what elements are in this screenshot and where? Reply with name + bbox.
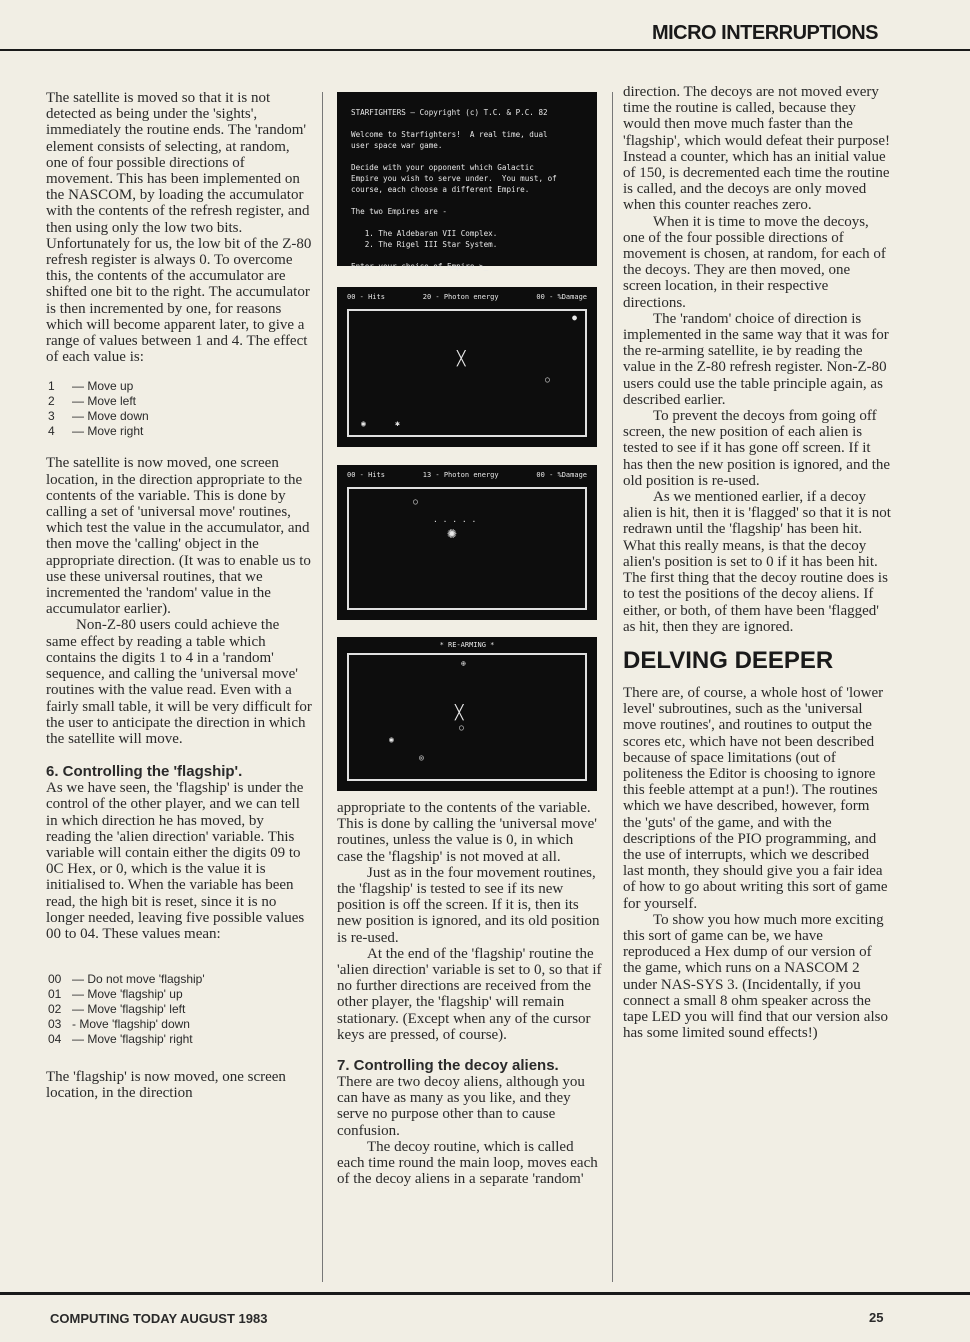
column-right	[623, 84, 891, 1041]
direction-list	[48, 379, 312, 439]
paragraph: appropriate to the contents of the variable. This is done by calling the 'universal move' routines, unless the value is 0, in which case the 'flagship' is not moved at all.	[337, 800, 597, 865]
paragraph: Non-Z-80 users could achieve the same effect by reading a table which contains the digits 1 to 4 in a 'random' sequence, and calling the 'universal move' routines with the value read. Even with a fairly small table, it will be very difficult for the user to anticipate the direction in which the satellite will move.	[46, 617, 312, 747]
subheading-flagship: 6. Controlling the 'flagship'.	[46, 763, 243, 781]
footer-rule	[0, 1292, 970, 1295]
paragraph: The decoy routine, which is called each time round the main loop, moves each of the decoy aliens in a separate 'random'	[337, 1138, 598, 1188]
hits-readout: 00 - Hits	[347, 293, 385, 301]
column-divider-left	[322, 92, 323, 1282]
screenshot-rearming-screen	[337, 637, 597, 791]
flagship-icon: ◉	[389, 735, 394, 744]
terminal-line: course, each choose a different Empire.	[351, 185, 530, 194]
alien-icon: ●	[572, 313, 577, 322]
list-item: 00 — Do not move 'flagship'	[48, 972, 205, 987]
terminal-line: Enter your choice of Empire >_	[351, 262, 489, 271]
terminal-line	[351, 118, 583, 129]
column-middle	[337, 800, 602, 1187]
page-number: 25	[869, 1310, 884, 1325]
paragraph: The 'random' choice of direction is implemented in the same way that it was for the re-arming satellite, ie by reading the value in the Z-80 refresh register. Non-Z-80 users could use the table principle again, as described earlier.	[623, 310, 889, 408]
screenshot-game-screen-2	[337, 465, 597, 620]
paragraph: There are two decoy aliens, although you can have as many as you like, and they serve no purpose other than to cause confusion.	[337, 1074, 585, 1139]
satellite-icon: ⊕	[461, 659, 466, 668]
list-item: 02 — Move 'flagship' left	[48, 1002, 186, 1017]
paragraph: To prevent the decoys from going off screen, the new position of each alien is tested to see if it has gone off screen. If it has then the new position is ignored, and the old position is re-used.	[623, 408, 891, 489]
terminal-line: 1. The Aldebaran VII Complex.	[351, 229, 498, 238]
alien-icon: ○	[459, 723, 464, 732]
rearming-banner: * RE-ARMING *	[439, 641, 495, 649]
list-item: 04 — Move 'flagship' right	[48, 1032, 193, 1047]
damage-readout: 00 - %Damage	[536, 293, 587, 301]
terminal-line	[351, 217, 583, 228]
section-header: MICRO INTERRUPTIONS	[651, 22, 878, 44]
paragraph: The 'flagship' is now moved, one screen location, in the direction	[46, 1069, 286, 1102]
screenshot-title-screen	[337, 92, 597, 271]
screenshot-game-screen-1	[337, 287, 597, 447]
list-item: 01 — Move 'flagship' up	[48, 987, 183, 1002]
hits-readout: 00 - Hits	[347, 471, 385, 479]
list-item: 2 — Move left	[48, 394, 137, 409]
sights-icon: · · · · ·	[433, 517, 477, 526]
flagship-icon: ◉	[361, 419, 366, 428]
alien-icon: ○	[413, 497, 418, 506]
paragraph: The satellite is moved so that it is not detected as being under the 'sights', immediately the routine ends. The 'random' element consists of selecting, at random, one of four possible directions of movement. This has been implemented on the NASCOM, by loading the accumulator with the contents of the refresh register, and then using only the low two bits. Unfortunately for us, the low bit of the Z-80 refresh register is always 0. To overcome this, the contents of the accumulator are shifted one bit to the right. The accumulator is then incremented by one, for reasons which will become apparent later, to give a range of values between 1 and 4. The effect of each value is:	[46, 90, 312, 366]
list-item: 03 - Move 'flagship' down	[48, 1017, 190, 1032]
column-divider-right	[612, 92, 613, 1282]
paragraph: When it is time to move the decoys, one of the four possible directions of movement is chosen, at random, for each of the decoys. They are then moved, one screen location, in their respective directions.	[623, 213, 886, 311]
terminal-line	[351, 195, 583, 206]
terminal-line: Decide with your opponent which Galactic	[351, 163, 534, 172]
paragraph: To show you how much more exciting this sort of game can be, we have reproduced a Hex dump of our version of the game, which runs on a NASCOM 2 under NAS-SYS 3. (Incidentally, if you connect a small 8 ohm speaker across the tape LED you will find that our version also has some limited sound effects!)	[623, 911, 888, 1042]
terminal-line: Welcome to Starfighters! A real time, dual	[351, 130, 548, 139]
energy-readout: 20 - Photon energy	[422, 293, 499, 301]
paragraph: At the end of the 'flagship' routine the 'alien direction' variable is set to 0, so that if no further directions are received from the other player, the 'flagship' will remain stationary. (Except when any of the cursor keys are pressed, of course).	[337, 945, 602, 1043]
alien-icon: ○	[545, 375, 550, 384]
explosion-icon: ✺	[447, 523, 457, 542]
list-item: 1 — Move up	[48, 379, 134, 394]
paragraph: As we have seen, the 'flagship' is under the control of the other player, and we can tell in which direction he has moved, by reading the 'alien direction' variable. This variable will contain either the digits 09 to 0C Hex, or 0, which is the value it is initialised to. When the variable has been read, the high bit is reset, since it is no longer needed, leaving five possible values 00 to 04. These values mean:	[46, 780, 305, 942]
terminal-line: user space war game.	[351, 141, 443, 150]
terminal-text	[337, 92, 597, 287]
paragraph: As we mentioned earlier, if a decoy alien is hit, then it is 'flagged' so that it is not redrawn until the 'flagship' has been hit. What this really means, is that the decoy alien's position is set to 0 if it has been hit. The first thing that the decoy routine does is to test the positions of the decoy aliens. If either, or both, of them have been 'flagged' as hit, then they are ignored.	[623, 489, 891, 635]
sights-icon: ╳	[457, 351, 466, 367]
play-area	[347, 309, 587, 437]
list-item: 3 — Move down	[48, 409, 149, 424]
status-line	[347, 293, 587, 301]
footer-publication: COMPUTING TODAY AUGUST 1983	[50, 1311, 268, 1326]
damage-readout: 00 - %Damage	[536, 471, 587, 479]
energy-readout: 13 - Photon energy	[422, 471, 499, 479]
paragraph: Just as in the four movement routines, the 'flagship' is tested to see if its new position is off the screen. If it is, then its new position is ignored, and its old position is re-used.	[337, 864, 600, 946]
play-area	[347, 653, 587, 781]
terminal-line: Empire you wish to serve under. You must, of	[351, 174, 557, 183]
header-rule	[0, 49, 970, 51]
section-heading: DELVING DEEPER	[623, 646, 834, 674]
play-area	[347, 487, 587, 610]
terminal-line: The two Empires are -	[351, 207, 448, 216]
paragraph: The satellite is now moved, one screen location, in the direction appropriate to the contents of the variable. This is done by calling a set of 'universal move' routines, which test the value in the accumulator, and then move the 'calling' object in the appropriate direction. (It was to enable us to use these universal routines, that we incremented the 'random' value in the accumulator earlier).	[46, 455, 311, 618]
list-item: 4 — Move right	[48, 424, 144, 439]
terminal-line	[351, 250, 583, 261]
terminal-line: 2. The Rigel III Star System.	[351, 240, 498, 249]
column-left	[46, 90, 312, 1102]
satellite-icon: ✱	[395, 419, 400, 428]
paragraph: direction. The decoys are not moved every time the routine is called, because they would then move much faster than the 'flagship', which would defeat their purpose! Instead a counter, which has an initial value of 150, is decremented each time the routine is called, and the decoys are only moved when this counter reaches zero.	[623, 84, 890, 214]
alien-icon: ◎	[419, 753, 424, 762]
status-line	[347, 471, 587, 479]
subheading-decoy: 7. Controlling the decoy aliens.	[337, 1057, 559, 1075]
paragraph: There are, of course, a whole host of 'lower level' subroutines, such as the 'universal move routines', and routines to output the scores etc, which have not been described because of space limitations (out of politeness the Editor is choosing to ignore this feeble attempt at a pun!). The routines which we have described, however, form the 'guts' of the game, and with the descriptions of the PIO programming, and the use of interrupts, which we described last month, they should give you a fair idea of how to go about writing this sort of game for yourself.	[623, 684, 888, 912]
sights-icon: ╳	[455, 705, 464, 721]
terminal-line	[351, 151, 583, 162]
terminal-line: STARFIGHTERS — Copyright (c) T.C. & P.C. 82	[351, 108, 548, 117]
flagship-value-list	[48, 972, 312, 1047]
